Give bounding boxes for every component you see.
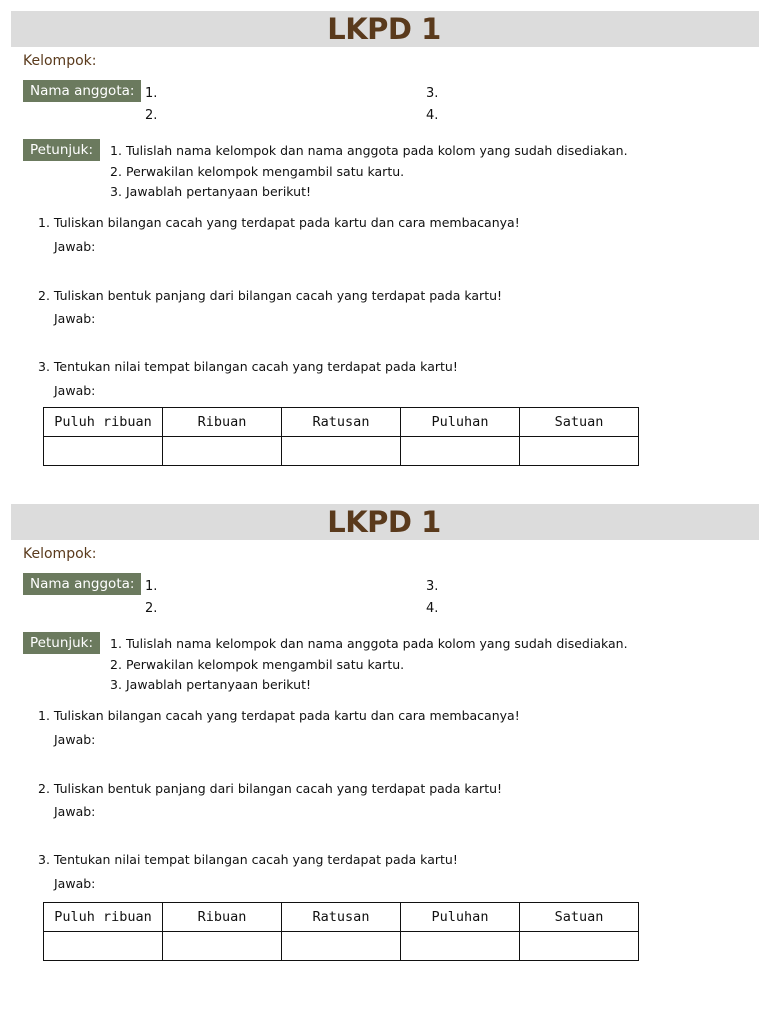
instruction-text: Tulislah nama kelompok dan nama anggota pada kolom yang sudah disediakan.: [126, 636, 628, 651]
table-header-cell: Puluh ribuan: [44, 408, 163, 437]
answer-cell[interactable]: [401, 437, 520, 466]
member-number-1: 1.: [145, 86, 158, 101]
instruction-number: 3.: [110, 677, 122, 692]
member-number-1: 1.: [145, 579, 158, 594]
worksheet-2: [0, 493, 768, 986]
instruction-text: Jawablah pertanyaan berikut!: [126, 184, 311, 199]
member-number-2: 2.: [145, 601, 158, 616]
table-header-cell: Satuan: [520, 903, 639, 932]
table-header-cell: Puluhan: [401, 903, 520, 932]
answer-label-1: Jawab:: [54, 239, 96, 254]
table-answer-row: [44, 932, 639, 961]
answer-cell[interactable]: [520, 932, 639, 961]
kelompok-label: Kelompok:: [23, 546, 97, 562]
petunjuk-label: Petunjuk:: [23, 139, 100, 161]
instruction-number: 2.: [110, 656, 122, 672]
answer-label-3: Jawab:: [54, 876, 96, 891]
instruction-item: [110, 634, 628, 655]
answer-cell[interactable]: [44, 932, 163, 961]
member-number-3: 3.: [426, 86, 439, 101]
answer-cell[interactable]: [282, 932, 401, 961]
answer-cell[interactable]: [282, 437, 401, 466]
table-header-row: [44, 408, 639, 437]
member-number-4: 4.: [426, 601, 439, 616]
answer-label-2: Jawab:: [54, 311, 96, 326]
table-header-cell: Ratusan: [282, 903, 401, 932]
table-header-row: [44, 903, 639, 932]
instruction-text: Perwakilan kelompok mengambil satu kartu.: [126, 656, 405, 672]
answer-cell[interactable]: [44, 437, 163, 466]
answer-cell[interactable]: [520, 437, 639, 466]
table-header-cell: Puluhan: [401, 408, 520, 437]
instruction-item: [110, 675, 628, 696]
table-header-cell: Ribuan: [163, 903, 282, 932]
question-1: 1. Tuliskan bilangan cacah yang terdapat pada kartu dan cara membacanya!: [38, 215, 520, 230]
member-number-4: 4.: [426, 108, 439, 123]
worksheet-title: LKPD 1: [327, 505, 441, 539]
place-value-table: [43, 407, 639, 466]
table-header-cell: Puluh ribuan: [44, 903, 163, 932]
question-2: 2. Tuliskan bentuk panjang dari bilangan cacah yang terdapat pada kartu!: [38, 288, 503, 303]
question-3: 3. Tentukan nilai tempat bilangan cacah yang terdapat pada kartu!: [38, 852, 458, 867]
answer-label-1: Jawab:: [54, 732, 96, 747]
worksheet-title: LKPD 1: [327, 12, 441, 46]
table-answer-row: [44, 437, 639, 466]
nama-anggota-label: Nama anggota:: [23, 80, 141, 102]
question-3: 3. Tentukan nilai tempat bilangan cacah yang terdapat pada kartu!: [38, 359, 458, 374]
instruction-item: [110, 655, 628, 676]
instruction-number: 1.: [110, 143, 122, 158]
worksheet-1: [0, 0, 768, 493]
table-header-cell: Ratusan: [282, 408, 401, 437]
table-header-cell: Ribuan: [163, 408, 282, 437]
instruction-number: 2.: [110, 163, 122, 179]
nama-anggota-label: Nama anggota:: [23, 573, 141, 595]
kelompok-label: Kelompok:: [23, 53, 97, 69]
member-number-2: 2.: [145, 108, 158, 123]
instruction-text: Perwakilan kelompok mengambil satu kartu.: [126, 163, 405, 179]
answer-cell[interactable]: [401, 932, 520, 961]
instruction-item: [110, 141, 628, 162]
question-2: 2. Tuliskan bentuk panjang dari bilangan cacah yang terdapat pada kartu!: [38, 781, 503, 796]
answer-cell[interactable]: [163, 437, 282, 466]
answer-label-2: Jawab:: [54, 804, 96, 819]
answer-cell[interactable]: [163, 932, 282, 961]
petunjuk-label: Petunjuk:: [23, 632, 100, 654]
instruction-text: Tulislah nama kelompok dan nama anggota pada kolom yang sudah disediakan.: [126, 143, 628, 158]
instruction-number: 1.: [110, 636, 122, 651]
answer-label-3: Jawab:: [54, 383, 96, 398]
table-header-cell: Satuan: [520, 408, 639, 437]
question-1: 1. Tuliskan bilangan cacah yang terdapat pada kartu dan cara membacanya!: [38, 708, 520, 723]
instruction-list: [110, 141, 628, 203]
instruction-item: [110, 162, 628, 183]
instruction-list: [110, 634, 628, 696]
instruction-text: Jawablah pertanyaan berikut!: [126, 677, 311, 692]
instruction-number: 3.: [110, 184, 122, 199]
place-value-table: [43, 902, 639, 961]
member-number-3: 3.: [426, 579, 439, 594]
instruction-item: [110, 182, 628, 203]
